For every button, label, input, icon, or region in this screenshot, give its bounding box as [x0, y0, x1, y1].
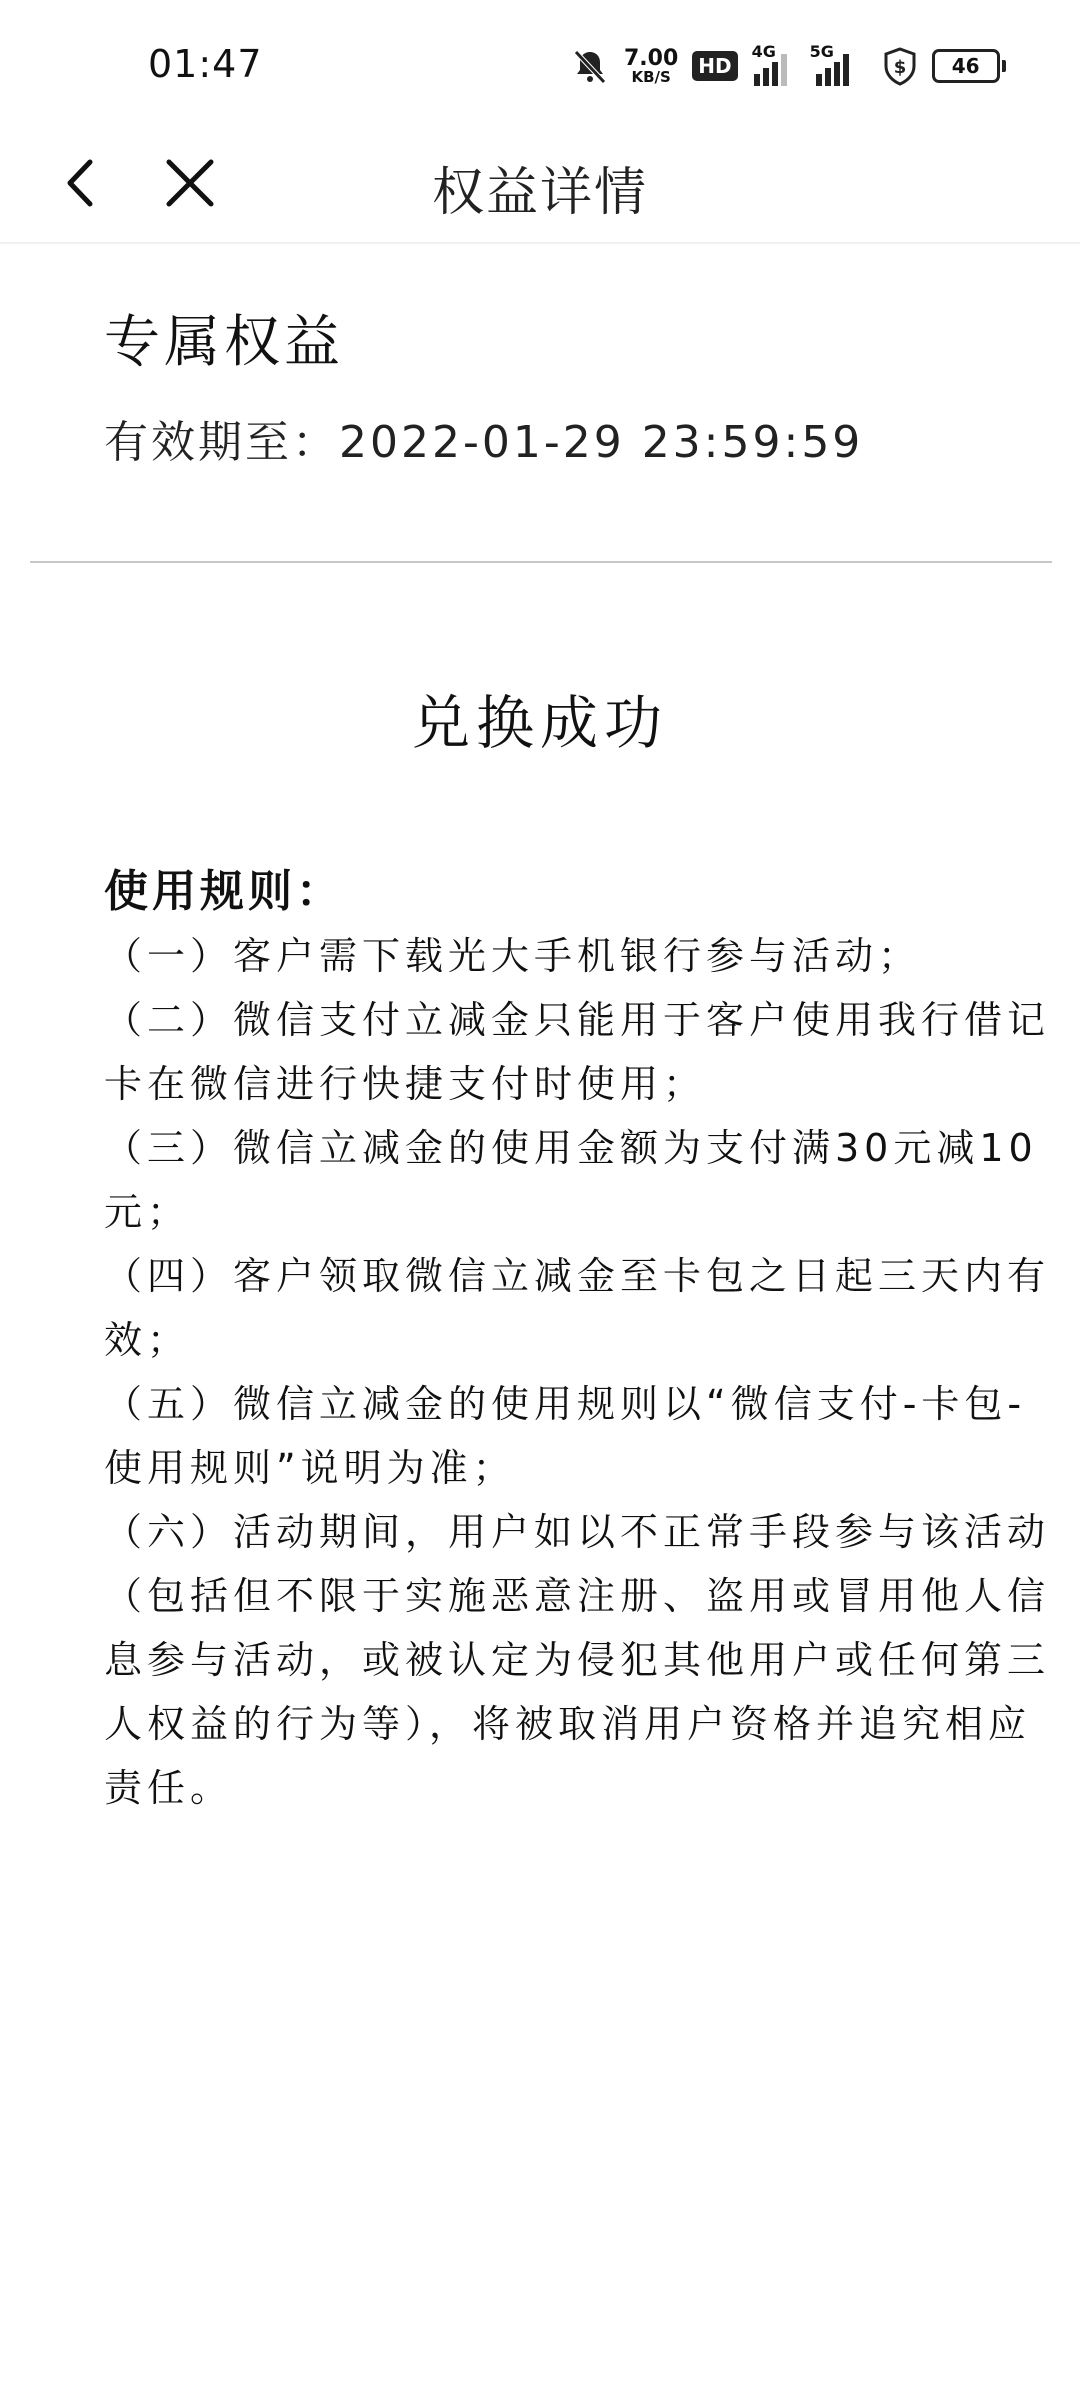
rule-item: （五）微信立减金的使用规则以“微信支付-卡包-使用规则”说明为准；	[104, 1382, 1027, 1490]
network-speed	[624, 45, 679, 86]
battery-icon	[932, 49, 1000, 83]
rule-item: （二）微信支付立减金只能用于客户使用我行借记卡在微信进行快捷支付时使用；	[104, 998, 1051, 1106]
svg-text:$: $	[893, 57, 906, 78]
redeem-success-message: 兑换成功	[411, 689, 668, 757]
rule-item: （四）客户领取微信立减金至卡包之日起三天内有效；	[104, 1254, 1051, 1362]
rule-item: （一）客户需下载光大手机银行参与活动；	[104, 934, 922, 978]
validity-date: 有效期至：2022-01-29 23:59:59	[104, 417, 864, 468]
rule-item: （六）活动期间，用户如以不正常手段参与该活动（包括但不限于实施恶意注册、盗用或冒用他人信息参与活动，或被认定为侵犯其他用户或任何第三人权益的行为等），将被取消用户资格并追究相应责任。	[104, 1510, 1051, 1810]
nav-bar	[0, 130, 1080, 244]
signal-4g-label: 4G	[751, 42, 776, 61]
rule-item: （三）微信立减金的使用金额为支付满30元减10元；	[104, 1126, 1038, 1234]
rules-section	[104, 860, 1054, 1820]
page-title: 权益详情	[431, 163, 648, 223]
signal-5g-label: 5G	[809, 42, 834, 61]
benefit-title: 专属权益	[104, 310, 344, 375]
network-speed-value: 7.00	[624, 45, 679, 71]
bell-mute-icon	[570, 46, 610, 86]
status-bar	[0, 0, 1080, 130]
rules-heading: 使用规则：	[104, 866, 344, 917]
status-time: 01:47	[148, 42, 263, 86]
hd-voice-badge: HD	[692, 51, 737, 81]
battery-level: 46	[951, 54, 980, 78]
status-icons	[570, 38, 1014, 94]
shield-dollar-icon	[882, 46, 918, 86]
network-speed-unit: KB/S	[631, 67, 671, 86]
signal-4g-icon	[751, 42, 796, 86]
divider	[30, 561, 1052, 563]
signal-5g-icon	[809, 42, 868, 86]
